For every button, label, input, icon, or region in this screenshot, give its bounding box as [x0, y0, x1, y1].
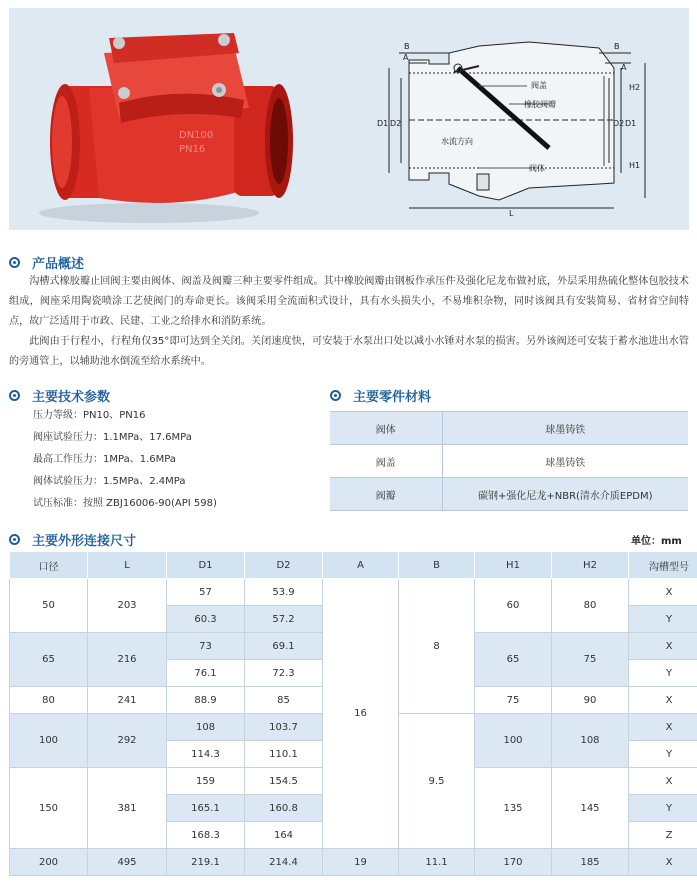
cell: 50	[10, 579, 88, 633]
cell: 168.3	[167, 822, 245, 849]
cell: Z	[629, 822, 697, 849]
cell: 16	[323, 579, 399, 849]
hero-graphic	[9, 8, 689, 230]
dim-label-d2: D2	[390, 119, 402, 128]
cell: 73	[167, 633, 245, 660]
cell: 108	[552, 714, 629, 768]
section-bullet-icon	[9, 534, 20, 545]
tech-title: 主要技术参数	[32, 390, 111, 405]
param-body-test: 阀体试验压力：1.5MPa、2.4MPa	[33, 476, 186, 487]
cell: 214.4	[245, 849, 323, 876]
section-drawing	[389, 42, 645, 208]
cell: X	[629, 714, 697, 741]
valve-photo	[39, 33, 293, 223]
product-hero	[9, 8, 689, 230]
cell: 100	[10, 714, 88, 768]
dimensions-table	[9, 551, 697, 876]
cell: 57.2	[245, 606, 323, 633]
cell: Y	[629, 660, 697, 687]
table-row	[330, 412, 688, 445]
tech-params-list	[33, 405, 217, 515]
dim-label-d1-right: D1	[625, 119, 637, 128]
cell: 103.7	[245, 714, 323, 741]
cell: 145	[552, 768, 629, 849]
cell: X	[629, 849, 697, 876]
part-material: 球墨铸铁	[442, 412, 688, 445]
cell: 57	[167, 579, 245, 606]
dim-label-b-right: B	[614, 42, 620, 51]
cell: 114.3	[167, 741, 245, 768]
cell: 108	[167, 714, 245, 741]
cell: 9.5	[399, 714, 475, 849]
cell: 19	[323, 849, 399, 876]
col-header: H2	[552, 552, 629, 579]
part-material: 球墨铸铁	[442, 445, 688, 478]
part-name: 阀体	[330, 412, 442, 445]
overview-title: 产品概述	[32, 257, 85, 272]
dim-label-h1: H1	[629, 161, 641, 170]
tech-heading	[9, 386, 110, 405]
cell: 150	[10, 768, 88, 849]
cell: 381	[88, 768, 167, 849]
section-bullet-icon	[9, 257, 20, 268]
cell: X	[629, 687, 697, 714]
cell: 80	[10, 687, 88, 714]
cell: Y	[629, 741, 697, 768]
parts-table	[330, 411, 688, 511]
cell: 100	[475, 714, 552, 768]
table-row	[330, 478, 688, 511]
param-max-work: 最高工作压力：1MPa、1.6MPa	[33, 454, 176, 465]
unit-label: 单位：mm	[631, 536, 682, 547]
part-material: 碳钢+强化尼龙+NBR(清水介质EPDM)	[442, 478, 688, 511]
dim-label-l: L	[509, 209, 514, 218]
overview-paragraph-2: 此阀由于行程小，行程角仅35°即可达到全关闭。关闭速度快，可安装于水泵出口处以减小水锤对水泵的损害。另外该阀还可安装于蓄水池进出水管的旁通管上，以辅助池水倒流至给水系统中。	[9, 336, 689, 367]
param-test-standard: 试压标准：按照 ZBJ16006-90(API 598)	[33, 498, 217, 509]
col-header: B	[399, 552, 475, 579]
part-label-disc: 橡胶阀瓣	[524, 100, 556, 109]
col-header: 沟槽型号	[629, 552, 697, 579]
dim-label-h2: H2	[629, 83, 641, 92]
cell: 135	[475, 768, 552, 849]
dim-label-b: B	[404, 42, 410, 51]
cell: 219.1	[167, 849, 245, 876]
cell: 216	[88, 633, 167, 687]
cell: 60.3	[167, 606, 245, 633]
table-header-row	[10, 552, 697, 579]
parts-heading	[330, 386, 431, 405]
col-header: D1	[167, 552, 245, 579]
cell: 11.1	[399, 849, 475, 876]
dim-label-d2-right: D2	[613, 119, 625, 128]
cell: X	[629, 579, 697, 606]
cell: 159	[167, 768, 245, 795]
part-label-body: 阀体	[529, 164, 545, 173]
param-seat-test: 阀座试验压力：1.1MPa、17.6MPa	[33, 432, 192, 443]
cell: 8	[399, 579, 475, 714]
cell: 75	[475, 687, 552, 714]
dimensions-heading	[9, 530, 136, 549]
cell: 85	[245, 687, 323, 714]
parts-title: 主要零件材料	[353, 390, 432, 405]
table-row	[10, 579, 697, 606]
section-bullet-icon	[330, 390, 341, 401]
cell: 165.1	[167, 795, 245, 822]
cell: 69.1	[245, 633, 323, 660]
dim-label-a-right: A	[621, 63, 627, 72]
cell: 241	[88, 687, 167, 714]
cell: 80	[552, 579, 629, 633]
cell: Y	[629, 606, 697, 633]
table-row	[10, 849, 697, 876]
cell: Y	[629, 795, 697, 822]
cell: 185	[552, 849, 629, 876]
cell: 110.1	[245, 741, 323, 768]
dimensions-title: 主要外形连接尺寸	[32, 534, 137, 549]
valve-size-mark: DN100	[179, 130, 214, 141]
cell: 65	[10, 633, 88, 687]
cell: X	[629, 768, 697, 795]
flow-direction-label: 水流方向	[441, 137, 473, 146]
part-name: 阀盖	[330, 445, 442, 478]
cell: 200	[10, 849, 88, 876]
cell: 88.9	[167, 687, 245, 714]
cell: 164	[245, 822, 323, 849]
cell: 75	[552, 633, 629, 687]
cell: 76.1	[167, 660, 245, 687]
col-header: H1	[475, 552, 552, 579]
part-name: 阀瓣	[330, 478, 442, 511]
section-bullet-icon	[9, 390, 20, 401]
overview-text	[9, 272, 689, 372]
dim-label-a: A	[403, 53, 409, 62]
cell: 90	[552, 687, 629, 714]
col-header: L	[88, 552, 167, 579]
overview-paragraph-1: 沟槽式橡胶瓣止回阀主要由阀体、阀盖及阀瓣三种主要零件组成。其中橡胶阀瓣由钢板作承压件及强化尼龙布做衬底，外层采用热硫化整体包胶技术组成，阀座采用陶瓷喷涂工艺使阀门的寿命更长。该阀采用全流面积式设计，具有水头损失小，不易堆积杂物，同时该阀具有安装简易、省材省空间特点，故广泛适用于市政、民建、工业之给排水和消防系统。	[9, 276, 689, 327]
overview-heading	[9, 253, 84, 272]
cell: 170	[475, 849, 552, 876]
cell: 160.8	[245, 795, 323, 822]
cell: 53.9	[245, 579, 323, 606]
param-pressure-class: 压力等级：PN10、PN16	[33, 410, 146, 421]
part-label-bonnet: 阀盖	[531, 81, 547, 90]
cell: 495	[88, 849, 167, 876]
col-header: 口径	[10, 552, 88, 579]
cell: 72.3	[245, 660, 323, 687]
cell: 292	[88, 714, 167, 768]
cell: 60	[475, 579, 552, 633]
dim-label-d1: D1	[377, 119, 389, 128]
col-header: A	[323, 552, 399, 579]
cell: 154.5	[245, 768, 323, 795]
cell: 65	[475, 633, 552, 687]
cell: 203	[88, 579, 167, 633]
cell: X	[629, 633, 697, 660]
table-row	[330, 445, 688, 478]
valve-pressure-mark: PN16	[179, 144, 206, 155]
col-header: D2	[245, 552, 323, 579]
